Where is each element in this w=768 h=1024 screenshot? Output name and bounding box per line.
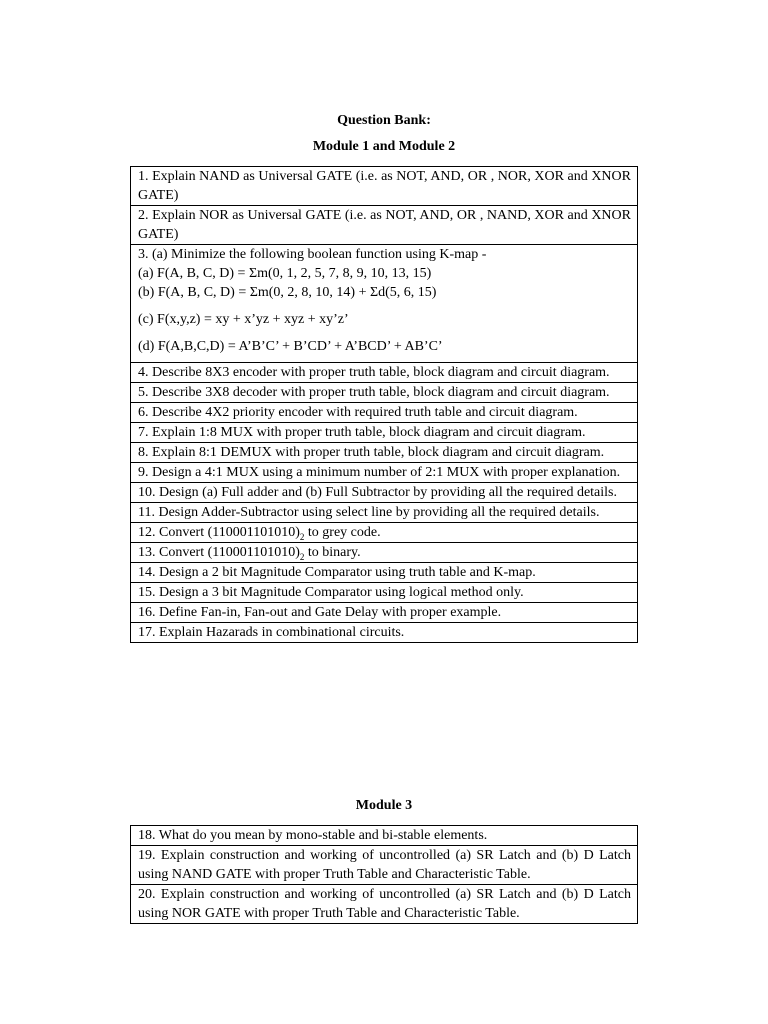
question-row-6 bbox=[131, 403, 638, 423]
boolean-function-a: (a) F(A, B, C, D) = Σm(0, 1, 2, 5, 7, 8, 9, 10, 13, 15) bbox=[138, 266, 432, 281]
question-cell bbox=[131, 403, 638, 423]
question-row-14 bbox=[131, 563, 638, 583]
question-row-5 bbox=[131, 383, 638, 403]
module-3-question-table bbox=[130, 825, 638, 924]
question-row-4 bbox=[131, 363, 638, 383]
question-text bbox=[138, 523, 631, 542]
question-cell bbox=[131, 826, 638, 846]
question-row-10 bbox=[131, 483, 638, 503]
question-cell bbox=[131, 245, 638, 363]
question-cell bbox=[131, 383, 638, 403]
question-text bbox=[138, 543, 631, 562]
question-cell bbox=[131, 623, 638, 643]
question-text: 16. Define Fan-in, Fan-out and Gate Delay with proper example. bbox=[138, 605, 502, 620]
question-row-20 bbox=[131, 885, 638, 924]
page-title: Question Bank: bbox=[337, 113, 431, 128]
question-text: 15. Design a 3 bit Magnitude Comparator using logical method only. bbox=[138, 585, 524, 600]
boolean-function-d: (d) F(A,B,C,D) = A’B’C’ + B’CD’ + A’BCD’ + AB’C’ bbox=[138, 339, 443, 354]
base-subscript: 2 bbox=[299, 531, 305, 542]
question-cell bbox=[131, 583, 638, 603]
question-row-12 bbox=[131, 523, 638, 543]
question-cell bbox=[131, 443, 638, 463]
question-text: 20. Explain construction and working of uncontrolled (a) SR Latch and (b) D Latch using NOR GATE with proper Truth Table and Characteristic Table. bbox=[138, 887, 631, 921]
module-3-heading: Module 3 bbox=[355, 798, 413, 813]
question-text: 17. Explain Hazarads in combinational circuits. bbox=[138, 625, 405, 640]
question-row-18 bbox=[131, 826, 638, 846]
base-subscript: 2 bbox=[299, 551, 305, 562]
question-row-8 bbox=[131, 443, 638, 463]
question-row-2 bbox=[131, 206, 638, 245]
question-text: 11. Design Adder-Subtractor using select line by providing all the required details. bbox=[138, 505, 600, 520]
question-cell bbox=[131, 423, 638, 443]
question-text: 14. Design a 2 bit Magnitude Comparator using truth table and K-map. bbox=[138, 565, 536, 580]
question-cell bbox=[131, 167, 638, 206]
question-row-1 bbox=[131, 167, 638, 206]
question-suffix: to binary. bbox=[304, 545, 361, 560]
question-cell bbox=[131, 463, 638, 483]
question-cell bbox=[131, 363, 638, 383]
question-text: 1. Explain NAND as Universal GATE (i.e. as NOT, AND, OR , NOR, XOR and XNOR GATE) bbox=[138, 169, 631, 203]
question-cell bbox=[131, 523, 638, 543]
question-cell bbox=[131, 543, 638, 563]
question-text: 3. (a) Minimize the following boolean function using K-map - bbox=[138, 247, 487, 262]
question-prefix: 12. Convert (110001101010) bbox=[138, 525, 300, 540]
module-1-2-heading: Module 1 and Module 2 bbox=[312, 139, 456, 154]
boolean-function-b: (b) F(A, B, C, D) = Σm(0, 2, 8, 10, 14) + Σd(5, 6, 15) bbox=[138, 285, 437, 300]
question-cell bbox=[131, 563, 638, 583]
question-text: 10. Design (a) Full adder and (b) Full Subtractor by providing all the required details. bbox=[138, 485, 618, 500]
question-row-16 bbox=[131, 603, 638, 623]
question-row-19 bbox=[131, 846, 638, 885]
question-suffix: to grey code. bbox=[304, 525, 381, 540]
question-text: 2. Explain NOR as Universal GATE (i.e. as NOT, AND, OR , NAND, XOR and XNOR GATE) bbox=[138, 208, 631, 242]
question-cell bbox=[131, 483, 638, 503]
question-text: 19. Explain construction and working of uncontrolled (a) SR Latch and (b) D Latch using NAND GATE with proper Truth Table and Characteristic Table. bbox=[138, 848, 631, 882]
question-text: 18. What do you mean by mono-stable and bi-stable elements. bbox=[138, 828, 488, 843]
question-row-7 bbox=[131, 423, 638, 443]
question-text: 5. Describe 3X8 decoder with proper truth table, block diagram and circuit diagram. bbox=[138, 385, 610, 400]
question-text: 9. Design a 4:1 MUX using a minimum number of 2:1 MUX with proper explanation. bbox=[138, 465, 621, 480]
question-cell bbox=[131, 503, 638, 523]
question-cell bbox=[131, 846, 638, 885]
question-text: 4. Describe 8X3 encoder with proper truth table, block diagram and circuit diagram. bbox=[138, 365, 610, 380]
question-row-15 bbox=[131, 583, 638, 603]
question-row-17 bbox=[131, 623, 638, 643]
question-cell bbox=[131, 885, 638, 924]
question-row-13 bbox=[131, 543, 638, 563]
question-text: 8. Explain 8:1 DEMUX with proper truth table, block diagram and circuit diagram. bbox=[138, 445, 605, 460]
question-cell bbox=[131, 603, 638, 623]
module-1-2-question-table bbox=[130, 166, 638, 643]
question-row-3 bbox=[131, 245, 638, 363]
question-cell bbox=[131, 206, 638, 245]
question-text: 7. Explain 1:8 MUX with proper truth table, block diagram and circuit diagram. bbox=[138, 425, 586, 440]
question-text: 6. Describe 4X2 priority encoder with required truth table and circuit diagram. bbox=[138, 405, 578, 420]
question-row-11 bbox=[131, 503, 638, 523]
question-row-9 bbox=[131, 463, 638, 483]
boolean-function-c: (c) F(x,y,z) = xy + x’yz + xyz + xy’z’ bbox=[138, 312, 349, 327]
question-prefix: 13. Convert (110001101010) bbox=[138, 545, 300, 560]
